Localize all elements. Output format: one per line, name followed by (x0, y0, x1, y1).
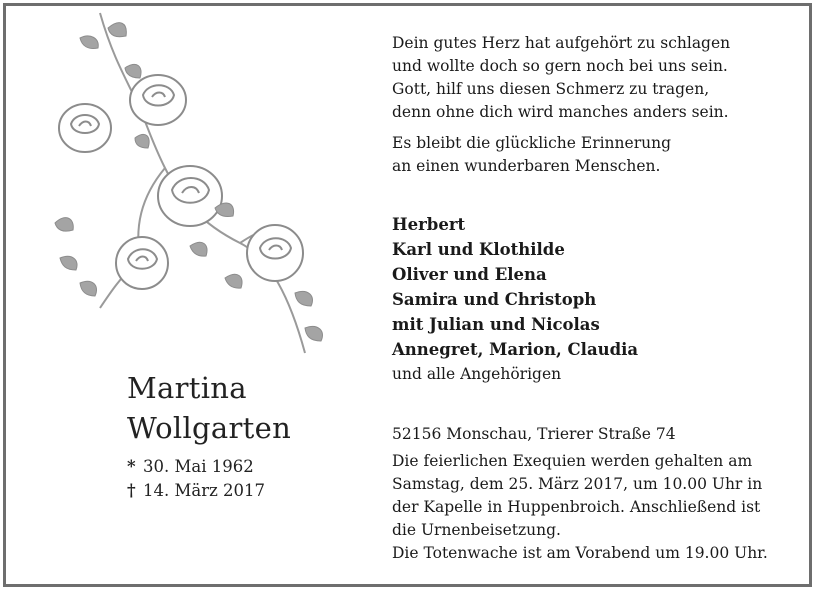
poem-line: denn ohne dich wird manches anders sein. (392, 103, 729, 121)
rose-2 (130, 75, 186, 125)
rose-3 (158, 166, 222, 226)
family-member: Oliver und Elena (392, 265, 547, 284)
info-line: Die feierlichen Exequien werden gehalten am (392, 452, 753, 470)
deceased-last-name: Wollgarten (127, 411, 292, 445)
family-others: und alle Angehörigen (392, 365, 562, 383)
poem-stanza-1 (392, 32, 730, 124)
birth-line (127, 455, 265, 479)
deceased-first-name: Martina (127, 371, 247, 405)
info-line: die Urnenbeisetzung. (392, 521, 561, 539)
family-member: Herbert (392, 215, 466, 234)
death-line (127, 479, 265, 503)
address: 52156 Monschau, Trierer Straße 74 (392, 425, 676, 443)
poem-line: und wollte doch so gern noch bei uns sein. (392, 57, 728, 75)
poem-stanza-2 (392, 132, 730, 178)
poem-line: Es bleibt die glückliche Erinnerung (392, 134, 671, 152)
family-member: Annegret, Marion, Claudia (392, 340, 639, 359)
info-line: Samstag, dem 25. März 2017, um 10.00 Uhr in (392, 475, 763, 493)
rose-4 (116, 237, 168, 289)
memorial-poem (392, 32, 730, 178)
life-dates (127, 455, 265, 503)
death-date: 14. März 2017 (143, 481, 266, 500)
rose-5 (247, 225, 303, 281)
birth-star-icon: * (127, 457, 136, 476)
family-member: mit Julian und Nicolas (392, 315, 600, 334)
poem-line: an einen wunderbaren Menschen. (392, 157, 661, 175)
deceased-name (127, 368, 291, 448)
info-line: der Kapelle in Huppenbroich. Anschließend ist (392, 498, 761, 516)
birth-date: 30. Mai 1962 (143, 457, 254, 476)
info-line: Die Totenwache ist am Vorabend um 19.00 Uhr. (392, 544, 768, 562)
family-member: Karl und Klothilde (392, 240, 565, 259)
death-cross-icon: † (127, 481, 136, 500)
service-info (392, 450, 768, 565)
poem-line: Dein gutes Herz hat aufgehört zu schlagen (392, 34, 731, 52)
family-member: Samira und Christoph (392, 290, 597, 309)
poem-line: Gott, hilf uns diesen Schmerz zu tragen, (392, 80, 710, 98)
family-list (392, 212, 638, 387)
rose-illustration (40, 8, 340, 378)
rose-1 (59, 104, 111, 152)
